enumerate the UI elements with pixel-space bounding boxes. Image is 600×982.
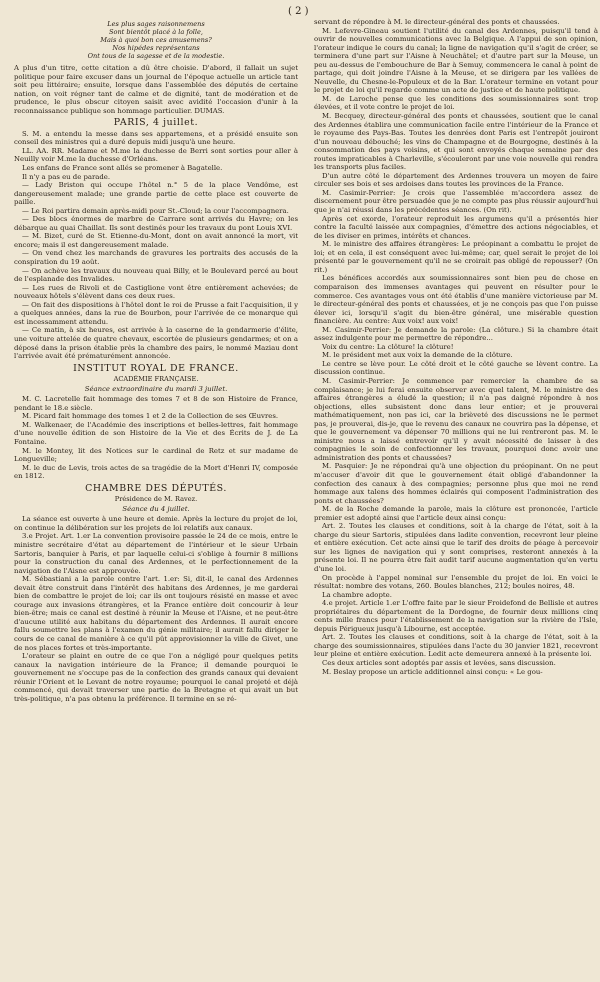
debate-paragraph: M. Lefevre-Gineau soutient l'utilité du canal des Ardennes, puisqu'il tend à ouvrir de nouvelles communications avec la Belgique. A l'appui de son opinion, l'orateur indique le cours du canal; la ligne de navigation qu'il s'agit de créer, se terminera d'une part sur l'Aisne à Neuchâtel; et d'autre part sur la Meuse, un peu au-dessus de l'embouchure de Bar à Semuy, commencera le canal à point de partage, qui doit joindre l'Aisne à la Meuse, et se dirigera par les vallées de Neuvelle, du Chesne-le-Populeux et de la Bar. L'orateur termine en votant pour le projet de loi qu'il regarde comme un acte de justice et de haute politique.	[314, 26, 598, 95]
paris-paragraph: — Le Roi partira demain après-midi pour St.-Cloud; la cour l'accompagnera.	[22, 206, 289, 215]
paris-dateline: PARIS, 4 juillet.	[113, 117, 199, 129]
institut-paragraph: M. Walkenaer, de l'Académie des inscriptions et belles-lettres, fait hommage d'une nouvelle édition de son Histoire de la Vie et des Écrits de J. de La Fontaine.	[14, 420, 298, 446]
left-column	[14, 18, 298, 703]
chambre-paragraph: La séance est ouverte à une heure et demie. Après la lecture du projet de loi, on continue la délibération sur les projets de loi relatifs aux canaux.	[14, 515, 298, 532]
debate-paragraph: Ces deux articles sont adoptés par assis et levées, sans discussion.	[322, 659, 556, 668]
paris-paragraph: — On vend chez les marchands de gravures les portraits des accusés de la conspiration du 19 août.	[14, 249, 298, 267]
paris-paragraph: — Des blocs énormes de marbre de Carrare sont arrivés du Havre; on les débarque au quai Chaillat. Ils sont destinés pour les travaux du pont Louis XVI.	[14, 215, 298, 232]
chambre-heading: CHAMBRE DES DÉPUTÉS.	[85, 482, 227, 494]
paris-paragraph: — Ce matin, à six heures, est arrivée à la caserne de la gendarmerie d'élite, une voiture attelée de quatre chevaux, escortée de plusieurs gendarmes; et on a déposé dans la prison établie près la chambre des pairs, le nommé Maziau dont l'arrivée avait été prématurément annoncée.	[14, 326, 298, 361]
paris-paragraph: — On achève les travaux du nouveau quai Billy, et le Boulevard percé au bout de l'esplanade des Invalides.	[14, 266, 298, 284]
debate-paragraph: La chambre adopte.	[322, 590, 392, 599]
debate-paragraph: M. le ministre des affaires étrangères: Le préopinant a combattu le projet de loi; et en cela, il est conséquent avec lui-même; car, quel serait le projet de loi présenté par le gouvernement qu'il ne se croirait pas obligé de repousser? (On rit.)	[314, 240, 598, 274]
right-column	[314, 18, 598, 676]
paris-paragraph: — On fait des dispositions à l'hôtel dont le roi de Prusse a fait l'acquisition, il y a quelques années, dans la rue de Bourbon, pour l'arrivée de ce monarque qui est incessamment attendu.	[14, 300, 298, 326]
institut-paragraph: M. le duc de Levis, trois actes de sa tragédie de la Mort d'Henri IV, composée en 1812.	[14, 463, 298, 481]
debate-paragraph: servant de répondre à M. le directeur-général des ponts et chaussées.	[314, 18, 560, 26]
presidence-line: Présidence de M. Ravez.	[114, 495, 198, 504]
page-number: ( 2 )	[288, 6, 309, 17]
paris-paragraph: Il n'y a pas eu de parade.	[22, 172, 111, 181]
debate-paragraph: On procède à l'appel nominal sur l'ensemble du projet de loi. En voici le résultat: nombre des votans, 260. Boules blanches, 212; boules noires, 48.	[314, 573, 598, 591]
seance-subheading: Séance extraordinaire du mardi 3 juillet.	[84, 384, 228, 393]
chambre-paragraph: M. Sébastiani a la parole contre l'art. 1.er: Si, dit-il, le canal des Ardennes devait être construit dans l'intérêt des habitans des Ardennes, je me garderai bien de combattre le projet de loi; car ils ont toujours résisté en masse et avec courage aux invasions étrangères, et la France entière doit concourir à leur bien-être; mais ce canal est destiné à réunir la Meuse et l'Aisne, et ne peut-être d'aucune utilité aux habitans du département des Ardennes. Il aurait encore fallu soumettre les plans à l'examen du génie militaire; il aurait fallu diriger le cours de ce canal de manière à ce qu'il pût approvisionner la ville de Givet, une de nos places fortes et très-importante.	[14, 575, 298, 652]
paris-paragraph: — Les rues de Rivoli et de Castiglione vont être entièrement achevées; de nouveaux hôtels s'élèvent dans ces deux rues.	[14, 283, 298, 301]
debate-paragraph: Les bénéfices accordés aux soumissionnaires sont bien peu de chose en comparaison des immenses avantages qui peuvent en résulter pour le commerce. Ces avantages vous ont été établis d'une manière victorieuse par M. le directeur-général des ponts et chaussées, et je ne conçois pas que l'on puisse élever ici, lorsqu'il s'agit du bien-être général, une misérable question financière. Au centre: Aux voix! aux voix!	[314, 274, 598, 326]
debate-paragraph: D'un autre côté le département des Ardennes trouvera un moyen de faire circuler ses bois et ses ardoises dans toutes les provinces de la France.	[314, 171, 598, 189]
debate-paragraph: M. Beslay propose un article additionnel ainsi conçu: « Le gou-	[322, 667, 543, 676]
debate-paragraph: Le centre se lève pour. Le côté droit et le côté gauche se lèvent contre. La discussion continue.	[314, 359, 598, 377]
academie-subheading: ACADÉMIE FRANÇAISE.	[113, 375, 199, 384]
verse-line: Mais à quoi bon ces amusemens?	[100, 36, 212, 44]
seance-date-line: Séance du 4 juillet.	[122, 504, 190, 513]
debate-paragraph: 4.e projet. Article 1.er L'offre faite par le sieur Froidefond de Bellisle et autres propriétaires du département de la Dordogne, de fournir deux millions cinq cents mille francs pour l'établissement de la navigation sur la rivière de l'Isle, depuis Périgueux jusqu'à Libourne, est acceptée.	[314, 599, 598, 633]
paris-paragraph: — M. Bizet, curé de St. Etienne-du-Mont, dont on avait annoncé la mort, vit encore; mais il est dangereusement malade.	[14, 232, 298, 249]
debate-paragraph: Art. 2. Toutes les clauses et conditions, soit à la charge de l'état, soit à la charge du sieur Sartoris, stipulées dans ladite convention, recevront leur pleine et entière exécution. Cet acte ainsi que le tarif des droits de péage à percevoir sur les lignes de navigation qui y sont comprises, resteront annexés à la présente loi. Il ne pourra être fait audit tarif aucune augmentation qu'en vertu d'une loi.	[314, 522, 598, 573]
intro-paragraph: A plus d'un titre, cette citation a dû être choisie. D'abord, il fallait un sujet politique pour faire excuser dans un journal de l'époque actuelle un article tant soit peu littéraire; ensuite, lorsque dans l'assemblée des députés de certaine nation, on voit régner tant de calme et de dignité, tant de modération et de prudence, le plus obscur citoyen saisit avec avidité l'occasion d'unir à la reconnaissance publique son hommage particulier. DUMAS.	[14, 64, 298, 115]
verse-line: Nos hipédes représentans	[112, 44, 200, 52]
institut-paragraph: M. le Montey, lit des Notices sur le cardinal de Retz et sur madame de Longueville;	[14, 446, 298, 464]
chambre-paragraph: L'orateur se plaint en outre de ce que l'on a négligé pour quelques petits canaux la navigation intérieure de la France; il demande pourquoi le gouvernement ne s'occupe pas de la confection des grands canaux qui devaient réunir l'Orient et le Levant de notre royaume; pourquoi le canal projeté et déjà commencé, qui devait traverser une partie de la Bretagne et qui avait un but très-politique, n'a pas obtenu la préférence. Il termine en se ré-	[14, 652, 298, 703]
debate-paragraph: M. le président met aux voix la demande de la clôture.	[322, 351, 513, 360]
debate-paragraph: M. de Laroche pense que les conditions des soumissionnaires sont trop élevées, et il vote contre le projet de loi.	[314, 94, 598, 112]
debate-paragraph: Art. 2. Toutes les clauses et conditions, soit à la charge de l'état, soit à la charge des soumissionnaires, stipulées dans l'acte du 30 janvier 1821, recevront leur pleine et entière exécution. Ledit acte demeurera annexé à la présente loi.	[314, 633, 598, 659]
paris-paragraph: — Lady Briston qui occupe l'hôtel n.° 5 de la place Vendôme, est dangereusement malade; une grande partie de cette place est couverte de paille.	[14, 181, 298, 207]
paris-paragraph: S. M. a entendu la messe dans ses appartemens, et a présidé ensuite son conseil des ministres qui a duré depuis midi jusqu'à une heure.	[14, 129, 298, 147]
debate-paragraph: M. Casimir-Perrier: Je commence par remercier la chambre de sa complaisance; je lui ferai ensuite observer avec quel talent, M. le ministre des affaires étrangères a éludé la question; il n'a pas daigné répondre à nos objections, elles subsistent donc dans leur entier; et je prouverai mathématiquement, non pas ici, car la brièveté des discussions ne le permet pas, je prouverai, dis-je, que le revenu des canaux ne couvrira pas la dépense, et que le gouvernement va dépenser 70 millions qui ne lui rentreront pas. M. le ministre nous a laissé entrevoir qu'il y avait nécessité de laisser à des compagnies le soin de confectionner les travaux, pourquoi donc avoir une administration des ponts et chaussées?	[314, 376, 598, 462]
debate-paragraph: M. de la Roche demande la parole, mais la clôture est prononcée, l'article premier est adopté ainsi que l'article deux ainsi conçu:	[314, 505, 598, 522]
debate-paragraph: Après cet exorde, l'orateur reproduit les argumens qu'il a présentés hier contre la faculté laissée aux compagnies, d'émettre des actions négociables, et de les diviser en primes, intérêts et chances.	[314, 214, 598, 240]
paris-paragraph: Les enfans de France sont allés se promener à Bagatelle.	[22, 164, 223, 173]
institut-paragraph: M. Picard fait hommage des tomes 1 et 2 de la Collection de ses Œuvres.	[22, 412, 279, 421]
debate-paragraph: M. Becquey, directeur-général des ponts et chaussées, soutient que le canal des Ardennes établira une communication facile entre l'intérieur de la France et le royaume des Pays-Bas. Toutes les denrées dont Paris est l'entrepôt jouiront d'un nouveau débouché; les vins de Champagne et de Bourgogne, destinés à la consommation des pays voisins, et qui sont envoyés chaque semaine par des routes impraticables à Charleville, s'écouleront par une voie nouvelle qui rendra les transports plus faciles.	[314, 112, 598, 172]
chambre-paragraph: 3.e Projet. Art. 1.er La convention provisoire passée le 24 de ce mois, entre le ministre secrétaire d'état au département de l'intérieur et le sieur Urbain Sartoris, banquier à Paris, et par laquelle celui-ci s'oblige à fournir 8 millions pour la construction du canal des Ardennes, et le perfectionnement de la navigation de l'Aisne est approuvée.	[14, 532, 298, 575]
paris-paragraph: LL. AA. RR. Madame et M.me la duchesse de Berri sont sorties pour aller à Neuilly voir M.me la duchesse d'Orléans.	[14, 146, 298, 164]
epigraph-verse	[14, 20, 298, 60]
verse-line: Ont tous de la sagesse et de la modestie.	[87, 52, 225, 60]
debate-paragraph: Voix du centre: La clôture! la clôture!	[322, 342, 454, 351]
verse-line: Les plus sages raisonnemens	[107, 20, 205, 28]
institut-paragraph: M. C. Lacretelle fait hommage des tomes 7 et 8 de son Histoire de France, pendant le 18.e siècle.	[14, 395, 298, 412]
debate-paragraph: M. Pasquier: Je ne répondrai qu'à une objection du préopinant. On ne peut m'accuser d'avoir dit que le gouvernement était obligé d'abandonner la confection des canaux à des compagnies; personne plus que moi ne rend hommage aux talens des hommes éclairés qui composent l'administration des ponts et chaussées?	[314, 462, 598, 505]
debate-paragraph: M. Casimir-Perrier: Je crois que l'assemblée m'accordera assez de discernement pour être persuadée que je ne compte pas plus réussir aujourd'hui que je n'ai réussi dans les précédentes séances. (On rit).	[314, 188, 598, 215]
debate-paragraph: M. Casimir-Perrier: Je demande la parole: (La clôture.) Si la chambre était assez indulgente pour me permettre de répondre...	[314, 325, 598, 343]
verse-line: Sont bientôt placé à la folle,	[108, 28, 204, 36]
institut-heading: INSTITUT ROYAL DE FRANCE.	[73, 362, 239, 374]
